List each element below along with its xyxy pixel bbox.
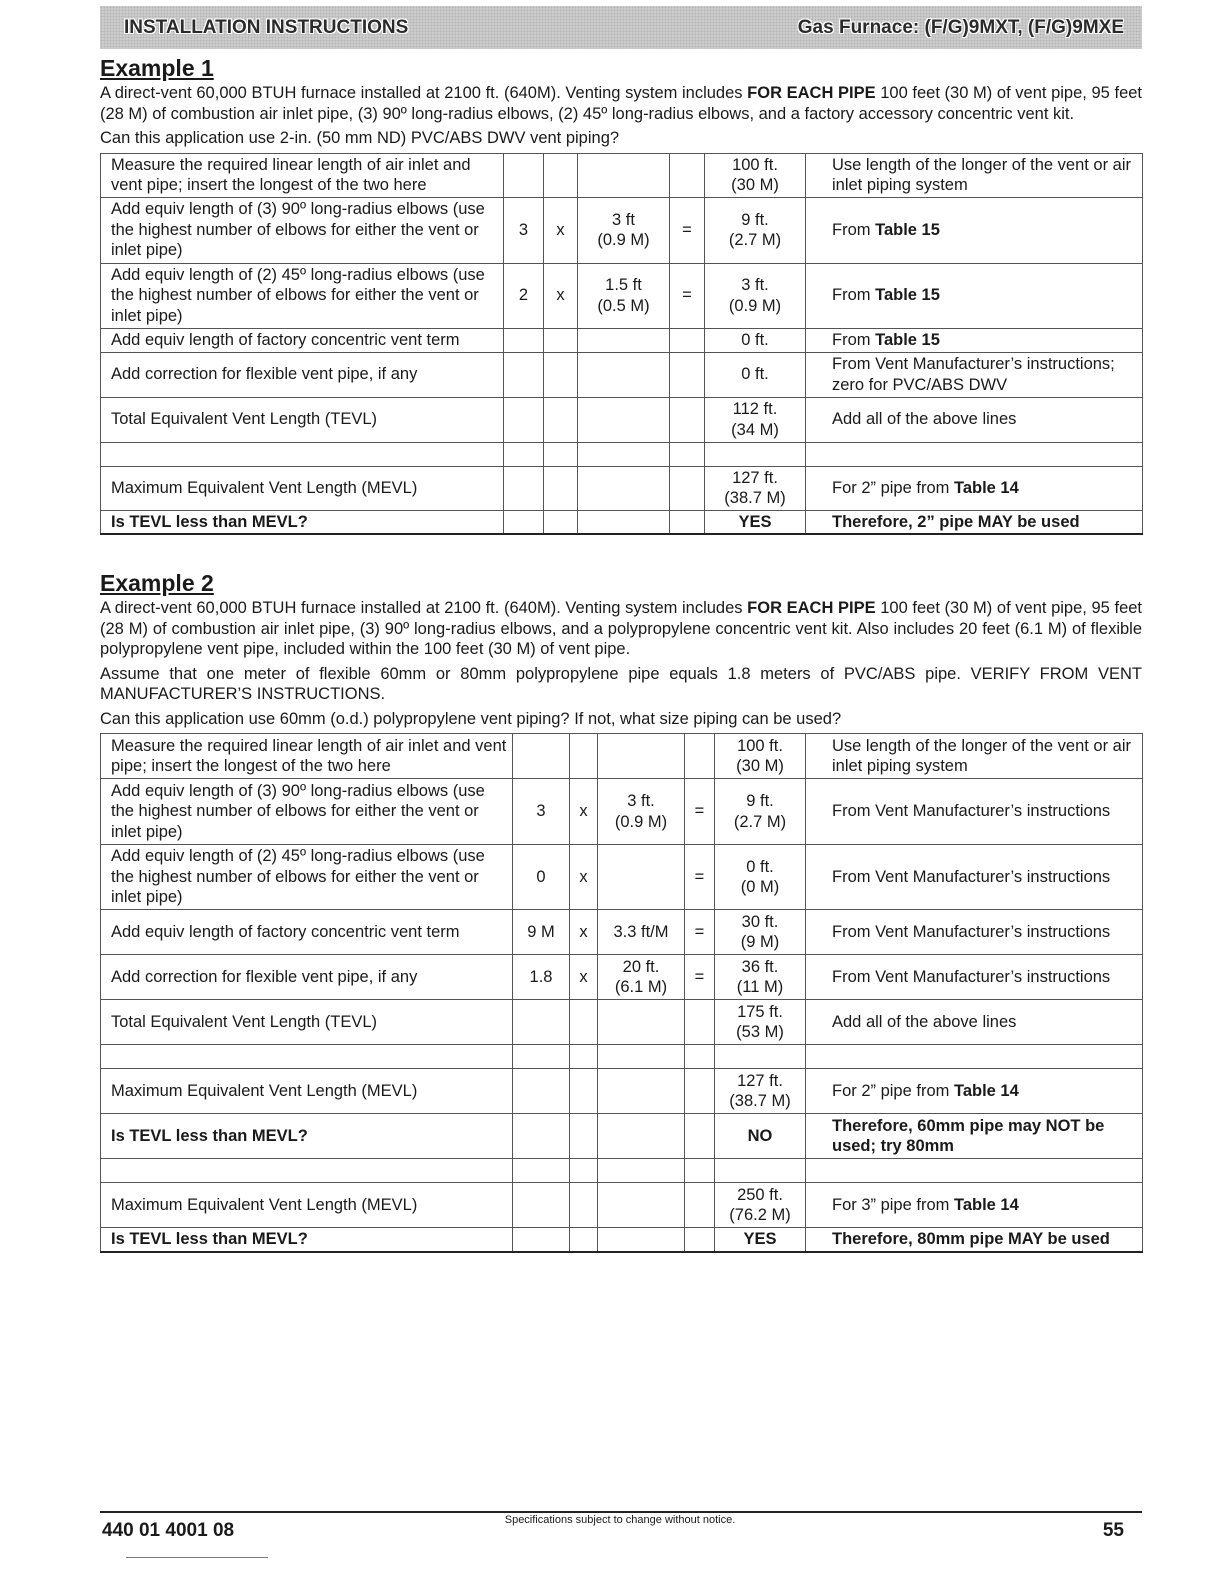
cell-result: 100 ft. (30 M)	[705, 153, 806, 197]
cell-op	[570, 1114, 598, 1159]
note-text: From Vent Manufacturer’s instructions	[832, 967, 1111, 986]
cell-result: 127 ft. (38.7 M)	[705, 466, 806, 510]
cell-eq: =	[670, 197, 705, 263]
example-2-section	[100, 569, 1142, 1253]
cell-desc: Add correction for flexible vent pipe, if any	[101, 352, 504, 397]
cell-note	[806, 153, 1143, 197]
document-number: 440 01 4001 08	[102, 1520, 235, 1541]
cell-qty	[513, 1114, 570, 1159]
cell-eq	[670, 442, 705, 466]
note-text: From Vent Manufacturer’s instructions; zero for PVC/ABS DWV	[832, 355, 1115, 394]
cell-desc: Add equiv length of (2) 45º long-radius elbows (use the highest number of elbows for either the vent or inlet pipe)	[101, 845, 513, 910]
cell-result: 3 ft. (0.9 M)	[705, 263, 806, 328]
note-text: For 2” pipe from	[832, 478, 954, 497]
cell-eq	[685, 1183, 715, 1228]
note-text: From Vent Manufacturer’s instructions	[832, 802, 1111, 821]
cell-eq	[685, 1159, 715, 1183]
cell-note	[806, 263, 1143, 328]
note-text: From	[832, 220, 876, 239]
cell-result: 0 ft. (0 M)	[715, 845, 806, 910]
cell-desc: Is TEVL less than MEVL?	[101, 1228, 513, 1252]
cell-unit	[598, 1114, 685, 1159]
table-row	[101, 153, 1143, 197]
example-1-title: Example 1	[100, 55, 214, 81]
note-table-ref: Table 14	[953, 478, 1019, 497]
cell-result: 9 ft. (2.7 M)	[705, 197, 806, 263]
cell-op	[544, 328, 578, 352]
cell-eq	[685, 1045, 715, 1069]
note-table-ref: Table 14	[953, 1081, 1019, 1100]
cell-result: YES	[715, 1228, 806, 1252]
header-model: Gas Furnace: (F/G)9MXT, (F/G)9MXE	[797, 16, 1124, 38]
note-text: For 2” pipe from	[832, 1081, 954, 1100]
cell-qty	[513, 1045, 570, 1069]
cell-desc: Maximum Equivalent Vent Length (MEVL)	[101, 1183, 513, 1228]
cell-qty	[504, 328, 544, 352]
table-row	[101, 779, 1143, 845]
example-2-description: A direct-vent 60,000 BTUH furnace installed at 2100 ft. (640M). Venting system includes FOR EACH PIPE 100 feet (30 M) of vent pipe, 95 feet (28 M) of combustion air inlet pipe, (3) 90º long-radius elbows, and a polypropylene concentric vent kit. Also includes 20 feet (6.1 M) of flexible polypropylene vent pipe, included within the 100 feet (30 M) of vent pipe.	[100, 599, 1143, 658]
note-text: Therefore, 80mm pipe MAY be used	[832, 1230, 1110, 1248]
example-2-title: Example 2	[100, 570, 214, 596]
cell-unit	[598, 734, 685, 779]
cell-result: 30 ft. (9 M)	[715, 910, 806, 955]
table-row	[101, 1069, 1143, 1114]
cell-op: x	[544, 263, 578, 328]
table-row	[101, 352, 1143, 397]
example-2-table	[100, 733, 1143, 1253]
cell-qty: 3	[504, 197, 544, 263]
cell-op	[570, 1069, 598, 1114]
cell-result: 100 ft. (30 M)	[715, 734, 806, 779]
table-row	[101, 1183, 1143, 1228]
cell-note	[806, 845, 1143, 910]
cell-note	[806, 197, 1143, 263]
cell-note	[806, 328, 1143, 352]
cell-op: x	[570, 910, 598, 955]
cell-eq	[670, 466, 705, 510]
cell-note	[806, 734, 1143, 779]
note-table-ref: Table 15	[875, 286, 940, 305]
note-table-ref: Table 15	[875, 220, 940, 239]
cell-unit	[598, 1045, 685, 1069]
cell-note	[806, 397, 1143, 442]
cell-op	[544, 466, 578, 510]
cell-unit	[578, 328, 670, 352]
example-1-description: A direct-vent 60,000 BTUH furnace installed at 2100 ft. (640M). Venting system includes FOR EACH PIPE 100 feet (30 M) of vent pipe, 95 feet (28 M) of combustion air inlet pipe, (3) 90º long-radius elbows, (2) 45º long-radius elbows, and a factory accessory concentric vent kit.	[100, 84, 1143, 123]
table-row	[101, 845, 1143, 910]
cell-qty: 1.8	[513, 955, 570, 1000]
header-title: INSTALLATION INSTRUCTIONS	[124, 16, 409, 38]
note-text: Add all of the above lines	[832, 410, 1017, 429]
cell-op	[570, 1045, 598, 1069]
footer-notice: Specifications subject to change without notice.	[504, 1514, 736, 1526]
cell-desc: Maximum Equivalent Vent Length (MEVL)	[101, 466, 504, 510]
table-row	[101, 197, 1143, 263]
example-1-section	[100, 54, 1142, 535]
table-row	[101, 955, 1143, 1000]
note-text: From	[832, 330, 876, 349]
cell-desc: Add equiv length of factory concentric vent term	[101, 328, 504, 352]
cell-qty	[513, 1069, 570, 1114]
cell-qty	[504, 442, 544, 466]
cell-unit	[578, 397, 670, 442]
table-row	[101, 328, 1143, 352]
table-row	[101, 397, 1143, 442]
table-row	[101, 1228, 1143, 1252]
cell-note	[806, 1228, 1143, 1252]
cell-op	[570, 1228, 598, 1252]
cell-qty	[504, 352, 544, 397]
cell-result: YES	[705, 510, 806, 534]
cell-note	[806, 466, 1143, 510]
cell-unit	[598, 1228, 685, 1252]
cell-op	[544, 153, 578, 197]
cell-op	[544, 510, 578, 534]
cell-unit	[578, 466, 670, 510]
cell-result	[705, 442, 806, 466]
cell-desc: Maximum Equivalent Vent Length (MEVL)	[101, 1069, 513, 1114]
cell-note	[806, 779, 1143, 845]
note-table-ref: Table 15	[875, 330, 940, 349]
cell-desc: Add equiv length of (3) 90º long-radius elbows (use the highest number of elbows for either the vent or inlet pipe)	[101, 779, 513, 845]
cell-note	[806, 955, 1143, 1000]
cell-op: x	[544, 197, 578, 263]
cell-result: 0 ft.	[705, 328, 806, 352]
table-row	[101, 734, 1143, 779]
example-2-question: Can this application use 60mm (o.d.) polypropylene vent piping? If not, what size piping can be used?	[100, 709, 842, 728]
note-text: From Vent Manufacturer’s instructions	[832, 867, 1111, 886]
table-row	[101, 510, 1143, 534]
note-text: Add all of the above lines	[832, 1012, 1017, 1031]
cell-eq	[670, 153, 705, 197]
cell-eq: =	[685, 955, 715, 1000]
table-row	[101, 1114, 1143, 1159]
cell-eq	[685, 1000, 715, 1045]
cell-op	[544, 352, 578, 397]
cell-qty	[513, 1159, 570, 1183]
cell-desc	[101, 1045, 513, 1069]
note-text: From Vent Manufacturer’s instructions	[832, 922, 1111, 941]
cell-eq	[685, 1069, 715, 1114]
cell-result: 36 ft. (11 M)	[715, 955, 806, 1000]
table-row	[101, 910, 1143, 955]
cell-unit	[578, 510, 670, 534]
cell-eq	[685, 1228, 715, 1252]
note-table-ref: Table 14	[953, 1195, 1019, 1214]
cell-result: 127 ft. (38.7 M)	[715, 1069, 806, 1114]
cell-eq: =	[685, 910, 715, 955]
cell-result	[715, 1045, 806, 1069]
note-text: From	[832, 286, 876, 305]
cell-eq	[670, 397, 705, 442]
table-row	[101, 263, 1143, 328]
example-1-table	[100, 153, 1143, 536]
cell-result: NO	[715, 1114, 806, 1159]
cell-qty	[513, 1228, 570, 1252]
cell-desc	[101, 442, 504, 466]
cell-note	[806, 442, 1143, 466]
cell-qty: 9 M	[513, 910, 570, 955]
note-text: For 3” pipe from	[832, 1195, 954, 1214]
cell-note	[806, 910, 1143, 955]
table-row	[101, 1000, 1143, 1045]
cell-unit: 3.3 ft/M	[598, 910, 685, 955]
cell-desc: Add equiv length of factory concentric vent term	[101, 910, 513, 955]
example-1-question: Can this application use 2-in. (50 mm ND) PVC/ABS DWV vent piping?	[100, 129, 620, 147]
footer-rule	[100, 1511, 1142, 1513]
cell-result: 250 ft. (76.2 M)	[715, 1183, 806, 1228]
table-row	[101, 442, 1143, 466]
cell-unit	[598, 1069, 685, 1114]
cell-op	[570, 1000, 598, 1045]
cell-note	[806, 1114, 1143, 1159]
cell-result: 112 ft. (34 M)	[705, 397, 806, 442]
cell-unit	[578, 352, 670, 397]
cell-eq: =	[685, 845, 715, 910]
cell-result	[715, 1159, 806, 1183]
cell-qty	[504, 510, 544, 534]
cell-op: x	[570, 779, 598, 845]
cell-desc: Add equiv length of (3) 90º long-radius elbows (use the highest number of elbows for either the vent or inlet pipe)	[101, 197, 504, 263]
cell-unit	[598, 1159, 685, 1183]
cell-desc: Total Equivalent Vent Length (TEVL)	[101, 397, 504, 442]
note-text: Therefore, 2” pipe MAY be used	[832, 512, 1080, 531]
cell-unit: 3 ft (0.9 M)	[578, 197, 670, 263]
table-row	[101, 1159, 1143, 1183]
cell-note	[806, 1183, 1143, 1228]
cell-op	[544, 442, 578, 466]
cell-eq	[685, 1114, 715, 1159]
cell-op: x	[570, 955, 598, 1000]
cell-desc	[101, 1159, 513, 1183]
note-text: Therefore, 60mm pipe may NOT be used; try 80mm	[832, 1116, 1105, 1155]
table-row	[101, 466, 1143, 510]
cell-qty: 3	[513, 779, 570, 845]
cell-note	[806, 352, 1143, 397]
cell-op	[570, 1159, 598, 1183]
cell-desc: Total Equivalent Vent Length (TEVL)	[101, 1000, 513, 1045]
cell-desc: Measure the required linear length of air inlet and vent pipe; insert the longest of the two here	[101, 734, 513, 779]
cell-unit	[598, 1000, 685, 1045]
cell-unit	[598, 1183, 685, 1228]
cell-note	[806, 1069, 1143, 1114]
cell-qty	[513, 734, 570, 779]
example-2-assumption: Assume that one meter of flexible 60mm or 80mm polypropylene pipe equals 1.8 meters of PVC/ABS pipe. VERIFY FROM VENT MANUFACTURER’S INSTRUCTIONS.	[100, 664, 1142, 703]
cell-qty: 2	[504, 263, 544, 328]
cell-note	[806, 1159, 1143, 1183]
note-text: Use length of the longer of the vent or air inlet piping system	[832, 155, 1132, 194]
cell-note	[806, 510, 1143, 534]
cell-desc: Add correction for flexible vent pipe, if any	[101, 955, 513, 1000]
cell-unit: 3 ft. (0.9 M)	[598, 779, 685, 845]
cell-eq: =	[670, 263, 705, 328]
cell-op	[570, 734, 598, 779]
cell-unit	[598, 845, 685, 910]
cell-qty	[504, 153, 544, 197]
note-text: Use length of the longer of the vent or air inlet piping system	[832, 736, 1132, 775]
cell-qty	[504, 466, 544, 510]
cell-qty	[504, 397, 544, 442]
cell-result: 0 ft.	[705, 352, 806, 397]
cell-op	[544, 397, 578, 442]
footer-link-underline	[126, 1557, 268, 1558]
cell-note	[806, 1000, 1143, 1045]
cell-eq	[670, 510, 705, 534]
cell-result: 9 ft. (2.7 M)	[715, 779, 806, 845]
header-bar	[100, 6, 1142, 49]
cell-eq	[670, 328, 705, 352]
cell-unit: 1.5 ft (0.5 M)	[578, 263, 670, 328]
cell-desc: Add equiv length of (2) 45º long-radius elbows (use the highest number of elbows for either the vent or inlet pipe)	[101, 263, 504, 328]
cell-result: 175 ft. (53 M)	[715, 1000, 806, 1045]
cell-note	[806, 1045, 1143, 1069]
cell-eq: =	[685, 779, 715, 845]
table-row	[101, 1045, 1143, 1069]
cell-eq	[670, 352, 705, 397]
page-number: 55	[1102, 1520, 1124, 1541]
cell-qty	[513, 1000, 570, 1045]
cell-unit: 20 ft. (6.1 M)	[598, 955, 685, 1000]
cell-desc: Is TEVL less than MEVL?	[101, 510, 504, 534]
cell-desc: Measure the required linear length of air inlet and vent pipe; insert the longest of the two here	[101, 153, 504, 197]
cell-unit	[578, 153, 670, 197]
cell-qty: 0	[513, 845, 570, 910]
cell-op	[570, 1183, 598, 1228]
cell-op: x	[570, 845, 598, 910]
cell-qty	[513, 1183, 570, 1228]
cell-eq	[685, 734, 715, 779]
cell-unit	[578, 442, 670, 466]
cell-desc: Is TEVL less than MEVL?	[101, 1114, 513, 1159]
